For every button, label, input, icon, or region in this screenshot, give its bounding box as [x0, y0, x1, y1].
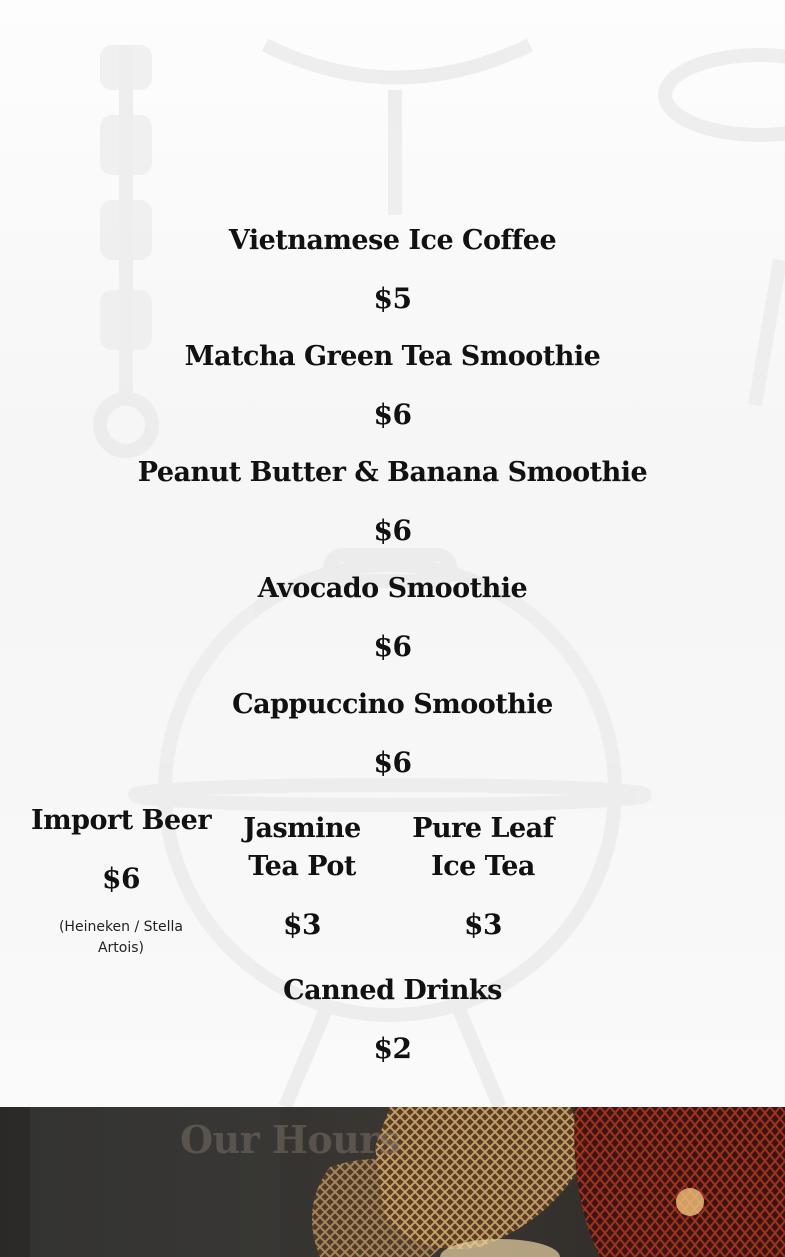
menu-item-name: Pure Leaf Ice Tea	[412, 813, 554, 882]
menu-item-price: $3	[464, 908, 502, 941]
menu-item-name: Vietnamese Ice Coffee	[228, 225, 557, 256]
menu-item-name: Jasmine Tea Pot	[243, 813, 361, 882]
menu-item-name: Avocado Smoothie	[257, 573, 528, 604]
menu-item-name: Import Beer	[30, 805, 212, 836]
menu-item-name: Cappuccino Smoothie	[232, 689, 553, 720]
menu-item-price: $6	[102, 862, 140, 895]
menu-item-note: (Heineken / Stella Artois)	[58, 919, 184, 956]
menu-item-price: $5	[373, 282, 412, 315]
menu-item-price: $6	[373, 514, 412, 547]
menu-item-name: Matcha Green Tea Smoothie	[184, 341, 601, 372]
hours-heading: Our Hours	[180, 1117, 400, 1162]
menu-item-name: Peanut Butter & Banana Smoothie	[137, 457, 648, 488]
menu-item-price: $6	[373, 630, 412, 663]
menu-item-price: $2	[373, 1032, 412, 1065]
menu-item-price: $6	[373, 398, 412, 431]
menu-item-price: $3	[283, 908, 321, 941]
menu-item-name: Canned Drinks	[283, 975, 502, 1006]
menu-item-price: $6	[373, 746, 412, 779]
hours-section	[0, 1107, 785, 1257]
